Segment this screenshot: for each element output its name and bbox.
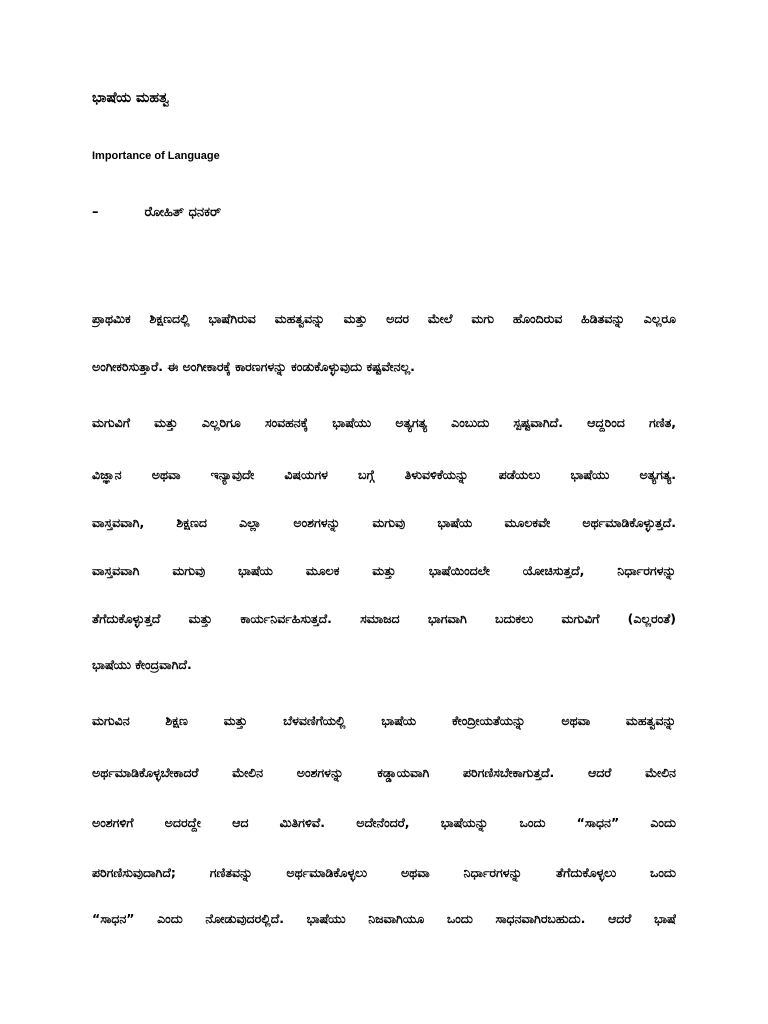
paragraph-1-line-2: ಅಂಗೀಕರಿಸುತ್ತಾರೆ. ಈ ಅಂಗೀಕಾರಕ್ಕೆ ಕಾರಣಗಳನ್ನು ಕಂಡುಕೊಳ್ಳುವುದು ಕಷ್ಟವೇನಲ್ಲ. (92, 359, 415, 374)
document-subtitle: Importance of Language (92, 150, 220, 162)
paragraph-3-line-1: ಮಗುವಿನ ಶಿಕ್ಷಣ ಮತ್ತು ಬೆಳವಣಿಗೆಯಲ್ಲಿ ಭಾಷೆಯ ಕೇಂದ್ರೀಯತೆಯನ್ನು ಅಥವಾ ಮಹತ್ವವನ್ನು (92, 713, 676, 728)
paragraph-2-line-4: ವಾಸ್ತವವಾಗಿ ಮಗುವು ಭಾಷೆಯ ಮೂಲಕ ಮತ್ತು ಭಾಷೆಯಿಂದಲೇ ಯೋಚಿಸುತ್ತದೆ, ನಿರ್ಧಾರಗಳನ್ನು (92, 563, 676, 578)
paragraph-2-line-5: ತೆಗೆದುಕೊಳ್ಳುತ್ತದೆ ಮತ್ತು ಕಾರ್ಯನಿರ್ವಹಿಸುತ್ತದೆ. ಸಮಾಜದ ಭಾಗವಾಗಿ ಬದುಕಲು ಮಗುವಿಗೆ (ಎಲ್ಲರಂತೆ) (92, 611, 676, 626)
paragraph-2-line-1: ಮಗುವಿಗೆ ಮತ್ತು ಎಲ್ಲರಿಗೂ ಸಂವಹನಕ್ಕೆ ಭಾಷೆಯು ಅತ್ಯಗತ್ಯ ಎಂಬುದು ಸ್ಪಷ್ಟವಾಗಿದೆ. ಆದ್ದರಿಂದ ಗಣಿತ, (92, 415, 676, 430)
paragraph-3-line-3: ಅಂಶಗಳಿಗೆ ಅದರದ್ದೇ ಆದ ಮಿತಿಗಳಿವೆ. ಅದೇನೆಂದರೆ, ಭಾಷೆಯನ್ನು ಒಂದು “ಸಾಧನ” ಎಂದು (92, 815, 676, 830)
author-name: ರೋಹಿತ್ ಧನಕರ್ (144, 205, 222, 220)
paragraph-3-line-4: ಪರಿಗಣಿಸುವುದಾಗಿದೆ; ಗಣಿತವನ್ನು ಅರ್ಥಮಾಡಿಕೊಳ್ಳಲು ಅಥವಾ ನಿರ್ಧಾರಗಳನ್ನು ತೆಗೆದುಕೊಳ್ಳಲು ಒಂದು (92, 865, 676, 880)
author-line (92, 203, 221, 223)
paragraph-2-line-2: ವಿಜ್ಞಾನ ಅಥವಾ ಇನ್ಯಾವುದೇ ವಿಷಯಗಳ ಬಗ್ಗೆ ತಿಳುವಳಿಕೆಯನ್ನು ಪಡೆಯಲು ಭಾಷೆಯು ಅತ್ಯಗತ್ಯ. (92, 467, 676, 482)
paragraph-2-line-6: ಭಾಷೆಯು ಕೇಂದ್ರವಾಗಿದೆ. (92, 657, 192, 672)
paragraph-3-line-5: “ಸಾಧನ” ಎಂದು ನೋಡುವುದರಲ್ಲಿದೆ. ಭಾಷೆಯು ನಿಜವಾಗಿಯೂ ಒಂದು ಸಾಧನವಾಗಿರಬಹುದು. ಆದರೆ ಭಾಷೆ (92, 911, 676, 926)
paragraph-2-line-3: ವಾಸ್ತವವಾಗಿ, ಶಿಕ್ಷಣದ ಎಲ್ಲಾ ಅಂಶಗಳನ್ನು ಮಗುವು ಭಾಷೆಯ ಮೂಲಕವೇ ಅರ್ಥಮಾಡಿಕೊಳ್ಳುತ್ತದೆ. (92, 515, 676, 530)
author-dash: – (92, 205, 99, 220)
paragraph-1-line-1: ಪ್ರಾಥಮಿಕ ಶಿಕ್ಷಣದಲ್ಲಿ ಭಾಷೆಗಿರುವ ಮಹತ್ವವನ್ನು ಮತ್ತು ಅದರ ಮೇಲೆ ಮಗು ಹೊಂದಿರುವ ಹಿಡಿತವನ್ನು ಎಲ್ಲರೂ (92, 311, 676, 326)
document-title: ಭಾಷೆಯ ಮಹತ್ವ (92, 90, 169, 106)
paragraph-3-line-2: ಅರ್ಥಮಾಡಿಕೊಳ್ಳಬೇಕಾದರೆ ಮೇಲಿನ ಅಂಶಗಳನ್ನು ಕಡ್ಡಾಯವಾಗಿ ಪರಿಗಣಿಸಬೇಕಾಗುತ್ತದೆ. ಆದರೆ ಮೇಲಿನ (92, 765, 676, 780)
